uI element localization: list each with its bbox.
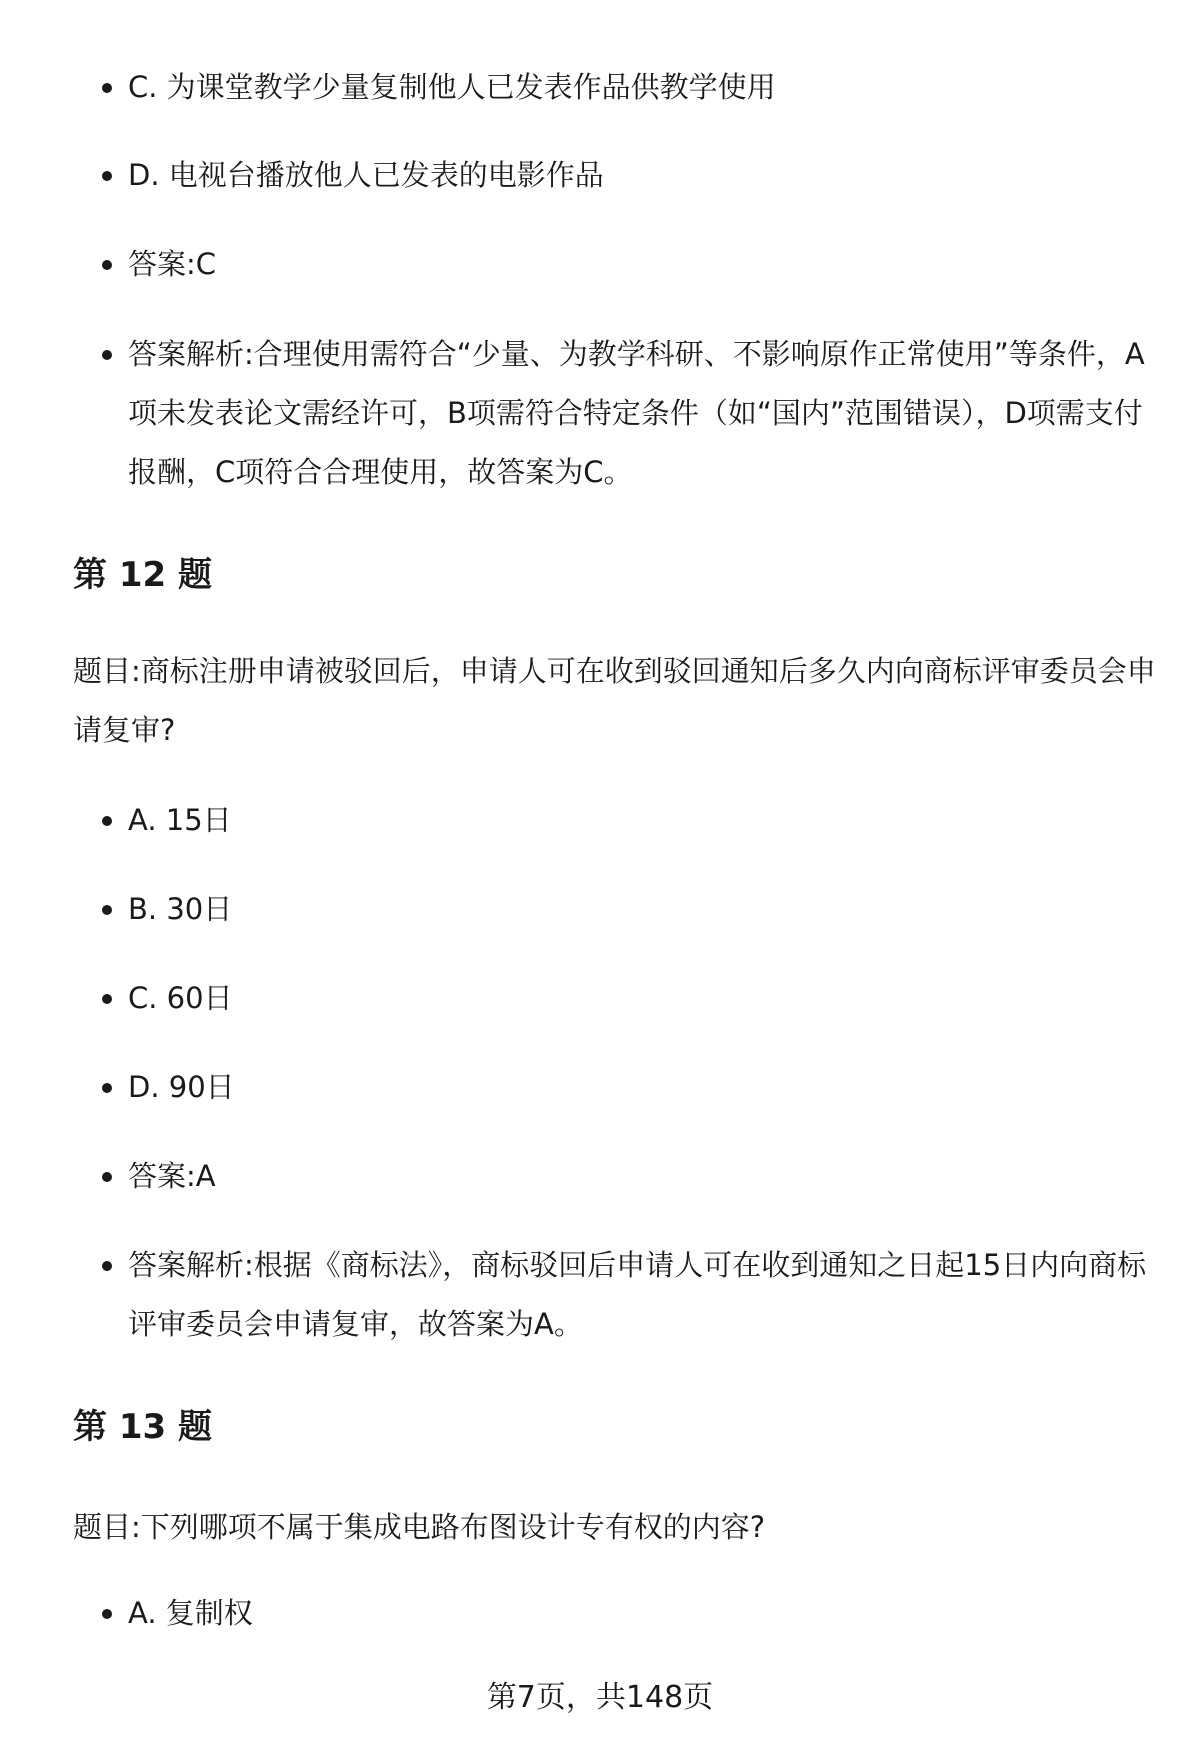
option-a: A. 15日 <box>128 791 1148 850</box>
option-a: A. 复制权 <box>128 1584 1148 1643</box>
question-13-text: 题目:下列哪项不属于集成电路布图设计专有权的内容? <box>73 1510 766 1544</box>
option-b: B. 30日 <box>128 880 1148 939</box>
option-c: C. 60日 <box>128 969 1148 1028</box>
answer: 答案:A <box>128 1147 1148 1206</box>
question-12-text: 题目:商标注册申请被驳回后，申请人可在收到驳回通知后多久内向商标评审委员会申请复审? <box>73 654 1156 747</box>
answer-explanation: 答案解析:合理使用需符合“少量、为教学科研、不影响原作正常使用”等条件，A项未发表论文需经许可，B项需符合特定条件（如“国内”范围错误），D项需支付报酬，C项符合合理使用，故答案为C。 <box>128 325 1148 502</box>
page-number: 第7页，共148页 <box>486 1680 714 1715</box>
question-12-heading: 第 12 题 <box>73 555 212 595</box>
option-c: C. 为课堂教学少量复制他人已发表作品供教学使用 <box>128 58 1148 117</box>
answer: 答案:C <box>128 235 1148 294</box>
option-d: D. 电视台播放他人已发表的电影作品 <box>128 146 1148 205</box>
answer-explanation: 答案解析:根据《商标法》，商标驳回后申请人可在收到通知之日起15日内向商标评审委员会申请复审，故答案为A。 <box>128 1236 1148 1354</box>
question-13-heading: 第 13 题 <box>73 1407 212 1447</box>
option-d: D. 90日 <box>128 1058 1148 1117</box>
